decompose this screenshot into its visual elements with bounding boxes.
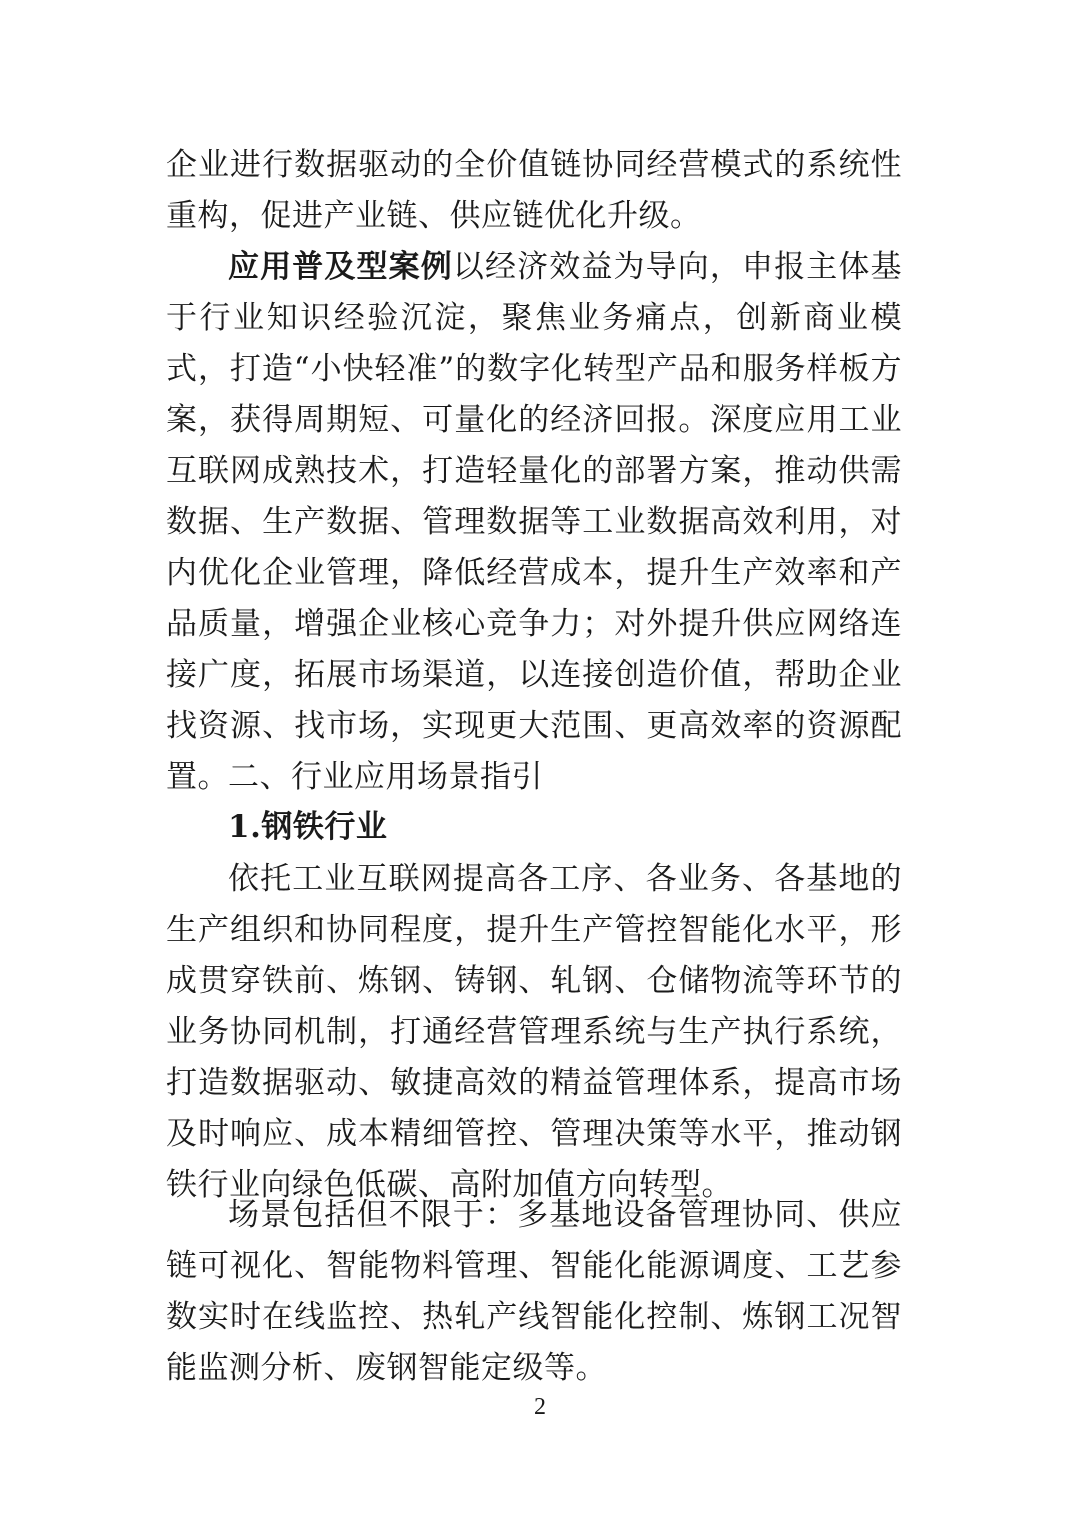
paragraph-continuation: 企业进行数据驱动的全价值链协同经营模式的系统性重构，促进产业链、供应链优化升级。 bbox=[166, 147, 902, 234]
subsection-heading: 1.钢铁行业 bbox=[228, 809, 388, 845]
section-heading: 二、行业应用场景指引 bbox=[228, 759, 543, 795]
paragraph-application-cases bbox=[166, 242, 902, 803]
page-number: 2 bbox=[534, 1394, 546, 1420]
paragraph-scenarios: 场景包括但不限于：多基地设备管理协同、供应链可视化、智能物料管理、智能化能源调度、工艺参数实时在线监控、热轧产线智能化控制、炼钢工况智能监测分析、废钢智能定级等。 bbox=[166, 1197, 902, 1386]
paragraph-body: 以经济效益为导向，申报主体基于行业知识经验沉淀，聚焦业务痛点，创新商业模式，打造“小快轻准”的数字化转型产品和服务样板方案，获得周期短、可量化的经济回报。深度应用工业互联网成熟技术，打造轻量化的部署方案，推动供需数据、生产数据、管理数据等工业数据高效利用，对内优化企业管理，降低经营成本，提升生产效率和产品质量，增强企业核心竞争力；对外提升供应网络连接广度，拓展市场渠道，以连接创造价值，帮助企业找资源、找市场，实现更大范围、更高效率的资源配置。 bbox=[166, 249, 902, 795]
bold-lead-term: 应用普及型案例 bbox=[228, 249, 453, 285]
paragraph-steel-industry: 依托工业互联网提高各工序、各业务、各基地的生产组织和协同程度，提升生产管控智能化水平，形成贯穿铁前、炼钢、铸钢、轧钢、仓储物流等环节的业务协同机制，打通经营管理系统与生产执行系统，打造数据驱动、敏捷高效的精益管理体系，提高市场及时响应、成本精细管控、管理决策等水平，推动钢铁行业向绿色低碳、高附加值方向转型。 bbox=[166, 861, 902, 1203]
